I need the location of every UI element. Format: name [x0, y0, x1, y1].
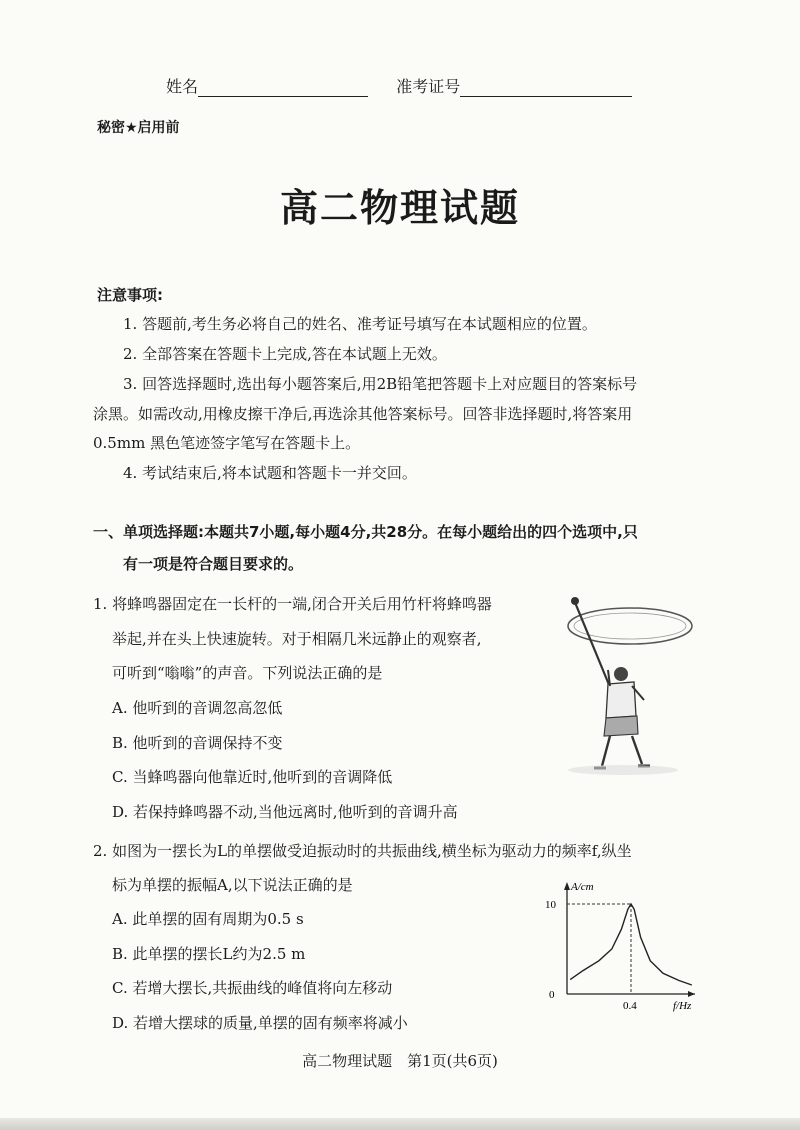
- x-tick-label: 0.4: [623, 1000, 637, 1012]
- q2-option-a: A. 此单摆的固有周期为0.5 s: [112, 910, 304, 928]
- q1-option-c: C. 当蜂鸣器向他靠近时,他听到的音调降低: [112, 768, 393, 786]
- page-edge: [0, 1118, 800, 1130]
- q1-option-b: B. 他听到的音调保持不变: [112, 734, 283, 752]
- notice-item: 3. 回答选择题时,选出每小题答案后,用2B铅笔把答题卡上对应题目的答案标号: [123, 375, 638, 393]
- q1-option-a: A. 他听到的音调忽高忽低: [112, 699, 283, 717]
- section-header-cont: 有一项是符合题目要求的。: [123, 555, 304, 573]
- q2-option-d: D. 若增大摆球的质量,单摆的固有频率将减小: [112, 1014, 408, 1032]
- y-axis-label: A/cm: [571, 881, 594, 893]
- id-label: 准考证号: [396, 77, 461, 96]
- name-label: 姓名: [166, 77, 199, 96]
- q2-option-b: B. 此单摆的摆长L约为2.5 m: [112, 945, 306, 963]
- origin-label: 0: [549, 989, 555, 1001]
- buzzer-rotation-illustration: [548, 596, 698, 776]
- q1-stem: 可听到“嗡嗡”的声音。下列说法正确的是: [112, 664, 383, 682]
- q1-stem: 举起,并在头上快速旋转。对于相隔几米远静止的观察者,: [112, 630, 482, 648]
- q1-option-d: D. 若保持蜂鸣器不动,当他远离时,他听到的音调升高: [112, 803, 458, 821]
- notice-item: 4. 考试结束后,将本试题和答题卡一并交回。: [123, 464, 417, 482]
- q2-stem: 2. 如图为一摆长为L的单摆做受迫振动时的共振曲线,横坐标为驱动力的频率f,纵坐: [93, 842, 632, 860]
- q1-stem: 1. 将蜂鸣器固定在一长杆的一端,闭合开关后用竹杆将蜂鸣器: [93, 595, 492, 613]
- page-title: 高二物理试题: [279, 186, 520, 230]
- notice-heading: 注意事项:: [97, 286, 163, 304]
- x-axis-label: f/Hz: [673, 1000, 692, 1012]
- resonance-curve-chart: [535, 876, 715, 1016]
- x-axis-arrow: [688, 991, 695, 997]
- name-blank: [198, 80, 368, 97]
- notice-item: 0.5mm 黑色笔迹签字笔写在答题卡上。: [93, 434, 361, 452]
- y-tick-label: 10: [545, 899, 556, 911]
- q2-stem: 标为单摆的振幅A,以下说法正确的是: [112, 876, 353, 894]
- y-axis-arrow: [564, 882, 570, 890]
- secret-label: 秘密★启用前: [97, 120, 180, 136]
- section-header: 一、单项选择题:本题共7小题,每小题4分,共28分。在每小题给出的四个选项中,只: [93, 523, 638, 541]
- q2-option-c: C. 若增大摆长,共振曲线的峰值将向左移动: [112, 979, 393, 997]
- notice-item: 1. 答题前,考生务必将自己的姓名、准考证号填写在本试题相应的位置。: [123, 315, 597, 333]
- notice-item: 涂黑。如需改动,用橡皮擦干净后,再选涂其他答案标号。回答非选择题时,将答案用: [93, 405, 633, 423]
- id-blank: [460, 80, 632, 97]
- notice-item: 2. 全部答案在答题卡上完成,答在本试题上无效。: [123, 345, 447, 363]
- candidate-info-line: [166, 74, 632, 97]
- page-footer: 高二物理试题 第1页(共6页): [302, 1052, 498, 1070]
